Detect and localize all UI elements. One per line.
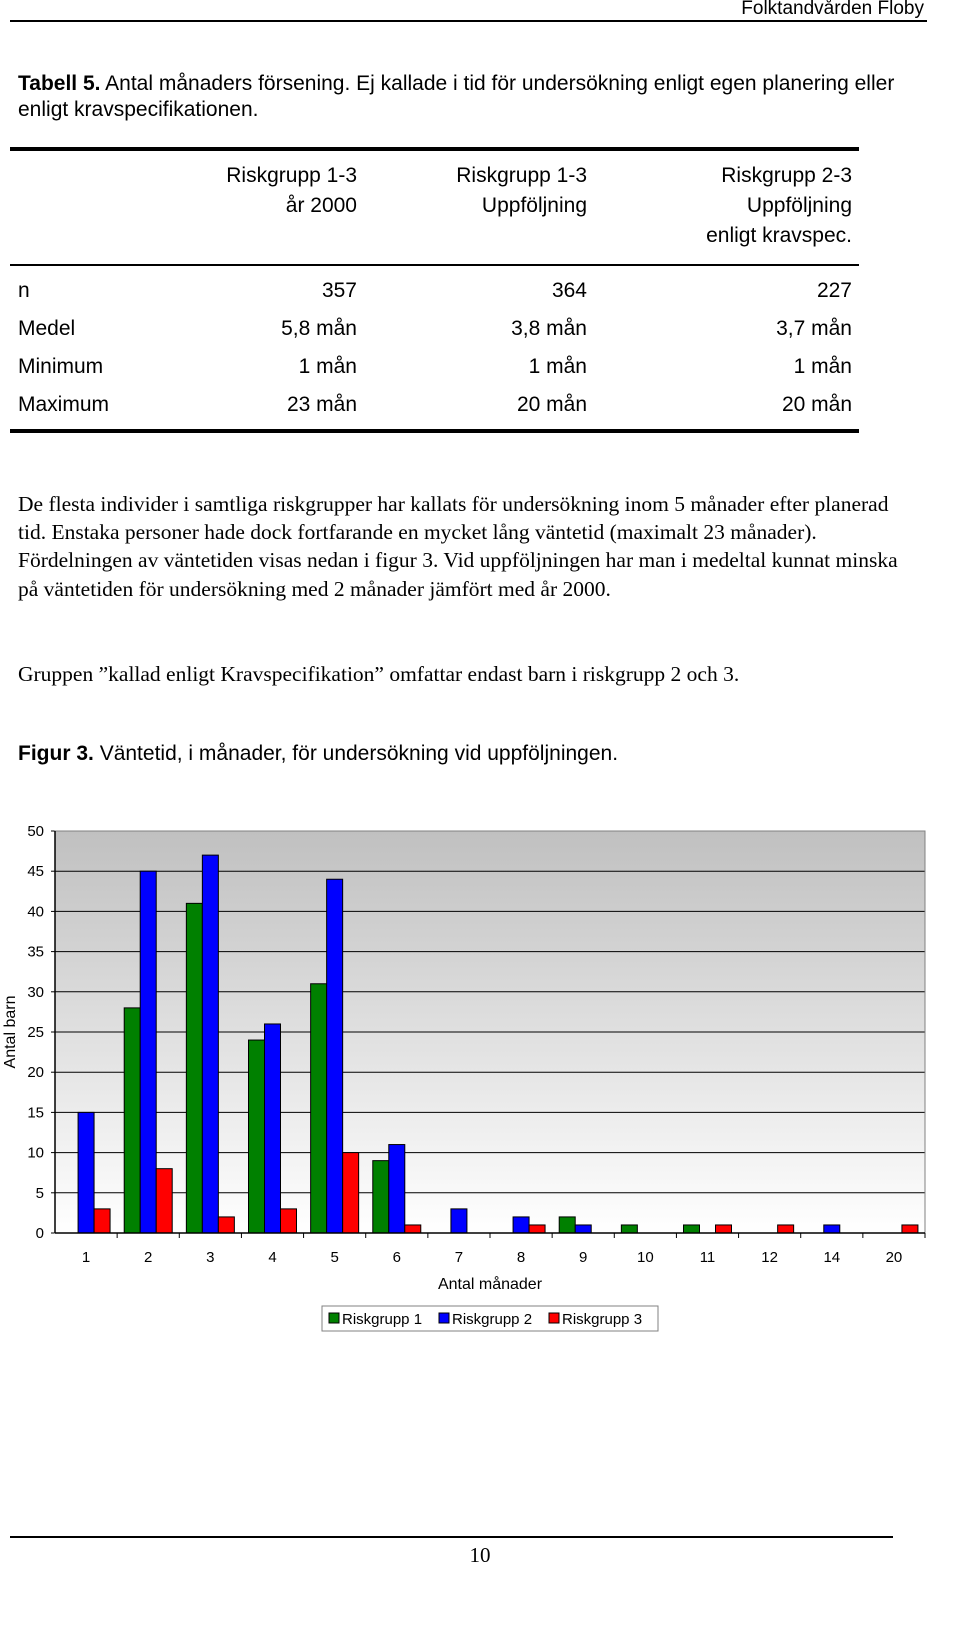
col-header-2-line1: Riskgrupp 1-3: [456, 164, 587, 187]
bar-riskgrupp-3-3: [218, 1217, 234, 1233]
col-header-1-line1: Riskgrupp 1-3: [226, 164, 357, 187]
x-tick-label: 5: [330, 1249, 339, 1266]
bar-riskgrupp-1-2: [124, 1008, 140, 1233]
table-cell: 364: [551, 279, 587, 302]
x-tick-label: 3: [206, 1249, 215, 1266]
bar-riskgrupp-2-3: [202, 855, 218, 1233]
legend-label: Riskgrupp 3: [562, 1311, 643, 1328]
bar-riskgrupp-3-11: [716, 1225, 732, 1233]
bar-riskgrupp-3-2: [156, 1169, 172, 1233]
x-tick-label: 12: [761, 1249, 778, 1266]
table-cell: 1 mån: [298, 355, 357, 378]
table-cell: 20 mån: [516, 393, 587, 416]
table-cell: 227: [816, 279, 852, 302]
y-tick-label: 50: [27, 823, 44, 840]
table-cell: 357: [321, 279, 357, 302]
y-tick-label: 35: [27, 943, 44, 961]
table-top-rule: [10, 147, 859, 151]
bar-riskgrupp-2-8: [513, 1217, 529, 1233]
body-paragraph: De flesta individer i samtliga riskgrupper har kallats för undersökning inom 5 månader efter planerad tid. Enstaka personer hade dock fortfarande en mycket lång väntetid (maximalt 23 månader). Fördelningen av väntetiden visas nedan i figur 3. Vid uppföljningen har man i medeltal kunnat minska på väntetiden för undersökning med 2 månader jämfört med år 2000.: [18, 492, 898, 601]
table-cell: 3,7 mån: [776, 317, 852, 340]
bar-riskgrupp-3-12: [778, 1225, 794, 1233]
x-tick-label: 4: [268, 1249, 277, 1266]
bar-riskgrupp-2-14: [824, 1225, 840, 1233]
table-bottom-rule: [10, 429, 859, 433]
x-tick-label: 10: [637, 1249, 654, 1266]
y-tick-label: 40: [27, 903, 44, 921]
bar-riskgrupp-2-6: [389, 1145, 405, 1233]
row-label: Maximum: [18, 393, 110, 416]
bar-riskgrupp-3-5: [343, 1153, 359, 1233]
row-label: n: [18, 279, 30, 302]
table-header-rule: [10, 264, 859, 266]
x-tick-label: 7: [454, 1249, 464, 1266]
bar-riskgrupp-3-4: [281, 1209, 297, 1233]
bar-riskgrupp-3-6: [405, 1225, 421, 1233]
legend-swatch: [549, 1313, 559, 1323]
x-tick-label: 2: [144, 1249, 153, 1266]
legend-label: Riskgrupp 2: [452, 1311, 533, 1328]
x-tick-label: 9: [579, 1249, 588, 1266]
legend-swatch: [439, 1313, 449, 1323]
table-cell: 23 mån: [286, 393, 357, 416]
col-header-3: [600, 161, 852, 251]
bar-riskgrupp-1-4: [249, 1040, 265, 1233]
table-cell: 1 mån: [528, 355, 587, 378]
bar-riskgrupp-1-9: [559, 1217, 575, 1233]
table-cell: 5,8 mån: [281, 317, 357, 340]
col-header-2-line2: Uppföljning: [481, 194, 587, 217]
bar-riskgrupp-1-11: [684, 1225, 700, 1233]
bar-riskgrupp-1-5: [311, 984, 327, 1233]
y-tick-label: 20: [27, 1064, 44, 1082]
legend-swatch: [329, 1313, 339, 1323]
y-tick-label: 5: [35, 1184, 44, 1202]
table-caption-label: Tabell 5.: [18, 72, 101, 95]
row-label: Minimum: [18, 355, 104, 378]
x-tick-label: 1: [81, 1249, 91, 1266]
x-tick-label: 6: [392, 1249, 401, 1266]
col-header-1: [150, 161, 357, 221]
col-header-2: [380, 161, 587, 221]
table-caption-text: Antal månaders försening. Ej kallade i tid för undersökning enligt egen planering eller enligt kravspecifikationen.: [18, 72, 895, 121]
table-cell: 20 mån: [781, 393, 852, 416]
footer-rule: [10, 1536, 893, 1538]
bar-riskgrupp-3-1: [94, 1209, 110, 1233]
legend-label: Riskgrupp 1: [342, 1311, 423, 1328]
bar-riskgrupp-2-9: [575, 1225, 591, 1233]
bar-riskgrupp-2-4: [265, 1024, 281, 1233]
bar-riskgrupp-2-2: [140, 871, 156, 1233]
x-tick-label: 8: [516, 1249, 526, 1266]
table-caption: [18, 71, 918, 123]
bar-riskgrupp-3-20: [902, 1225, 918, 1233]
running-header: [4, 0, 924, 20]
table-cell: 1 mån: [793, 355, 852, 378]
bar-riskgrupp-2-1: [78, 1112, 94, 1233]
header-title: Folktandvården Floby: [741, 0, 924, 19]
bar-riskgrupp-1-10: [621, 1225, 637, 1233]
bar-riskgrupp-3-8: [529, 1225, 545, 1233]
bar-riskgrupp-1-6: [373, 1161, 389, 1233]
y-tick-label: 25: [27, 1024, 44, 1041]
body-paragraph: Gruppen ”kallad enligt Kravspecifikation” omfattar endast barn i riskgrupp 2 och 3.: [18, 662, 740, 686]
bar-riskgrupp-1-3: [186, 903, 202, 1233]
y-tick-label: 0: [35, 1225, 44, 1242]
row-label: Medel: [18, 317, 76, 340]
y-tick-label: 15: [27, 1104, 44, 1122]
x-tick-label: 11: [699, 1249, 716, 1266]
x-axis-title: Antal månader: [437, 1276, 543, 1293]
header-rule: [10, 20, 927, 22]
y-tick-label: 30: [27, 983, 44, 1001]
x-tick-label: 14: [823, 1249, 841, 1266]
col-header-3-line2: Uppföljning: [746, 194, 852, 217]
x-tick-label: 20: [885, 1249, 903, 1266]
table-cell: 3,8 mån: [511, 317, 587, 340]
y-tick-label: 45: [27, 863, 44, 881]
bar-riskgrupp-2-7: [451, 1209, 467, 1233]
y-axis-title: Antal barn: [2, 995, 19, 1069]
bar-riskgrupp-2-5: [327, 879, 343, 1233]
bar-chart: [0, 800, 960, 1360]
chart-legend: [322, 1306, 658, 1331]
col-header-3-line1: Riskgrupp 2-3: [721, 164, 852, 187]
y-tick-label: 10: [27, 1144, 44, 1162]
page-number: 10: [469, 1543, 491, 1567]
figure-caption: [18, 742, 918, 766]
col-header-1-line2: år 2000: [285, 194, 357, 217]
figure-caption-text: Väntetid, i månader, för undersökning vid uppföljningen.: [99, 742, 619, 765]
figure-caption-label: Figur 3.: [18, 742, 94, 765]
col-header-3-line3: enligt kravspec.: [706, 224, 852, 247]
